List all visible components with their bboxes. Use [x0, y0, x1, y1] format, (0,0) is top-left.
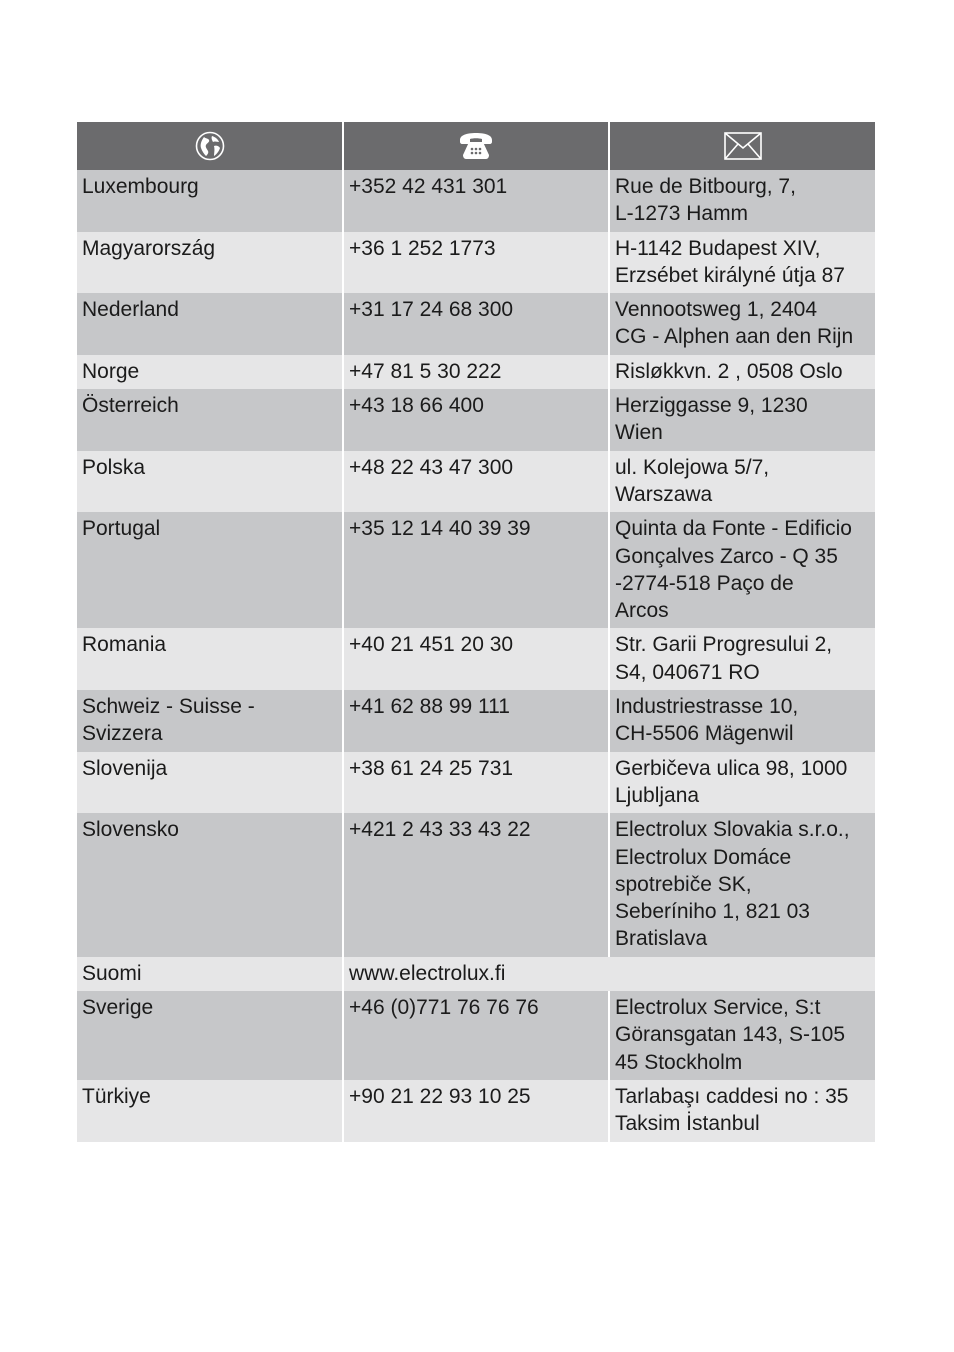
country-cell: Romania	[77, 628, 342, 690]
country-cell: Österreich	[77, 389, 342, 451]
country-cell: Suomi	[77, 957, 342, 991]
envelope-icon	[723, 131, 763, 161]
phone-cell: +46 (0)771 76 76 76	[344, 991, 608, 1080]
address-cell: H-1142 Budapest XIV, Erzsébet királyné útja 87	[610, 232, 875, 294]
address-cell: Electrolux Service, S:t Göransgatan 143, S-105 45 Stockholm	[610, 991, 875, 1080]
address-cell: Quinta da Fonte - Edificio Gonçalves Zarco - Q 35 -2774-518 Paço de Arcos	[610, 512, 875, 628]
country-cell: Türkiye	[77, 1080, 342, 1142]
address-cell: ul. Kolejowa 5/7, Warszawa	[610, 451, 875, 513]
country-cell: Slovensko	[77, 813, 342, 956]
country-cell: Norge	[77, 355, 342, 389]
globe-icon	[195, 131, 225, 161]
phone-cell: +31 17 24 68 300	[344, 293, 608, 355]
phone-cell: +36 1 252 1773	[344, 232, 608, 294]
telephone-icon	[457, 131, 495, 161]
address-cell: Gerbičeva ulica 98, 1000 Ljubljana	[610, 752, 875, 814]
address-cell: Str. Garii Progresului 2, S4, 040671 RO	[610, 628, 875, 690]
phone-cell: +47 81 5 30 222	[344, 355, 608, 389]
address-cell: Tarlabaşı caddesi no : 35 Taksim İstanbul	[610, 1080, 875, 1142]
contact-table	[77, 122, 875, 1142]
country-cell: Schweiz - Suisse - Svizzera	[77, 690, 342, 752]
address-cell: Industriestrasse 10, CH-5506 Mägenwil	[610, 690, 875, 752]
address-cell: Herziggasse 9, 1230 Wien	[610, 389, 875, 451]
country-cell: Nederland	[77, 293, 342, 355]
phone-cell: +43 18 66 400	[344, 389, 608, 451]
website-cell: www.electrolux.fi	[344, 957, 875, 991]
address-cell: Rue de Bitbourg, 7, L-1273 Hamm	[610, 170, 875, 232]
country-cell: Polska	[77, 451, 342, 513]
phone-cell: +40 21 451 20 30	[344, 628, 608, 690]
phone-cell: +352 42 431 301	[344, 170, 608, 232]
phone-cell: +421 2 43 33 43 22	[344, 813, 608, 956]
phone-cell: +38 61 24 25 731	[344, 752, 608, 814]
address-cell: Risløkkvn. 2 , 0508 Oslo	[610, 355, 875, 389]
address-column-header	[610, 122, 875, 170]
phone-cell: +48 22 43 47 300	[344, 451, 608, 513]
country-cell: Slovenija	[77, 752, 342, 814]
country-cell: Luxembourg	[77, 170, 342, 232]
phone-cell: +35 12 14 40 39 39	[344, 512, 608, 628]
phone-column-header	[344, 122, 608, 170]
address-cell: Electrolux Slovakia s.r.o., Electrolux Domáce spotrebiče SK, Seberíniho 1, 821 03 Bratislava	[610, 813, 875, 956]
address-cell: Vennootsweg 1, 2404 CG - Alphen aan den Rijn	[610, 293, 875, 355]
country-cell: Portugal	[77, 512, 342, 628]
phone-cell: +90 21 22 93 10 25	[344, 1080, 608, 1142]
phone-cell: +41 62 88 99 111	[344, 690, 608, 752]
country-cell: Sverige	[77, 991, 342, 1080]
country-cell: Magyarország	[77, 232, 342, 294]
country-column-header	[77, 122, 342, 170]
